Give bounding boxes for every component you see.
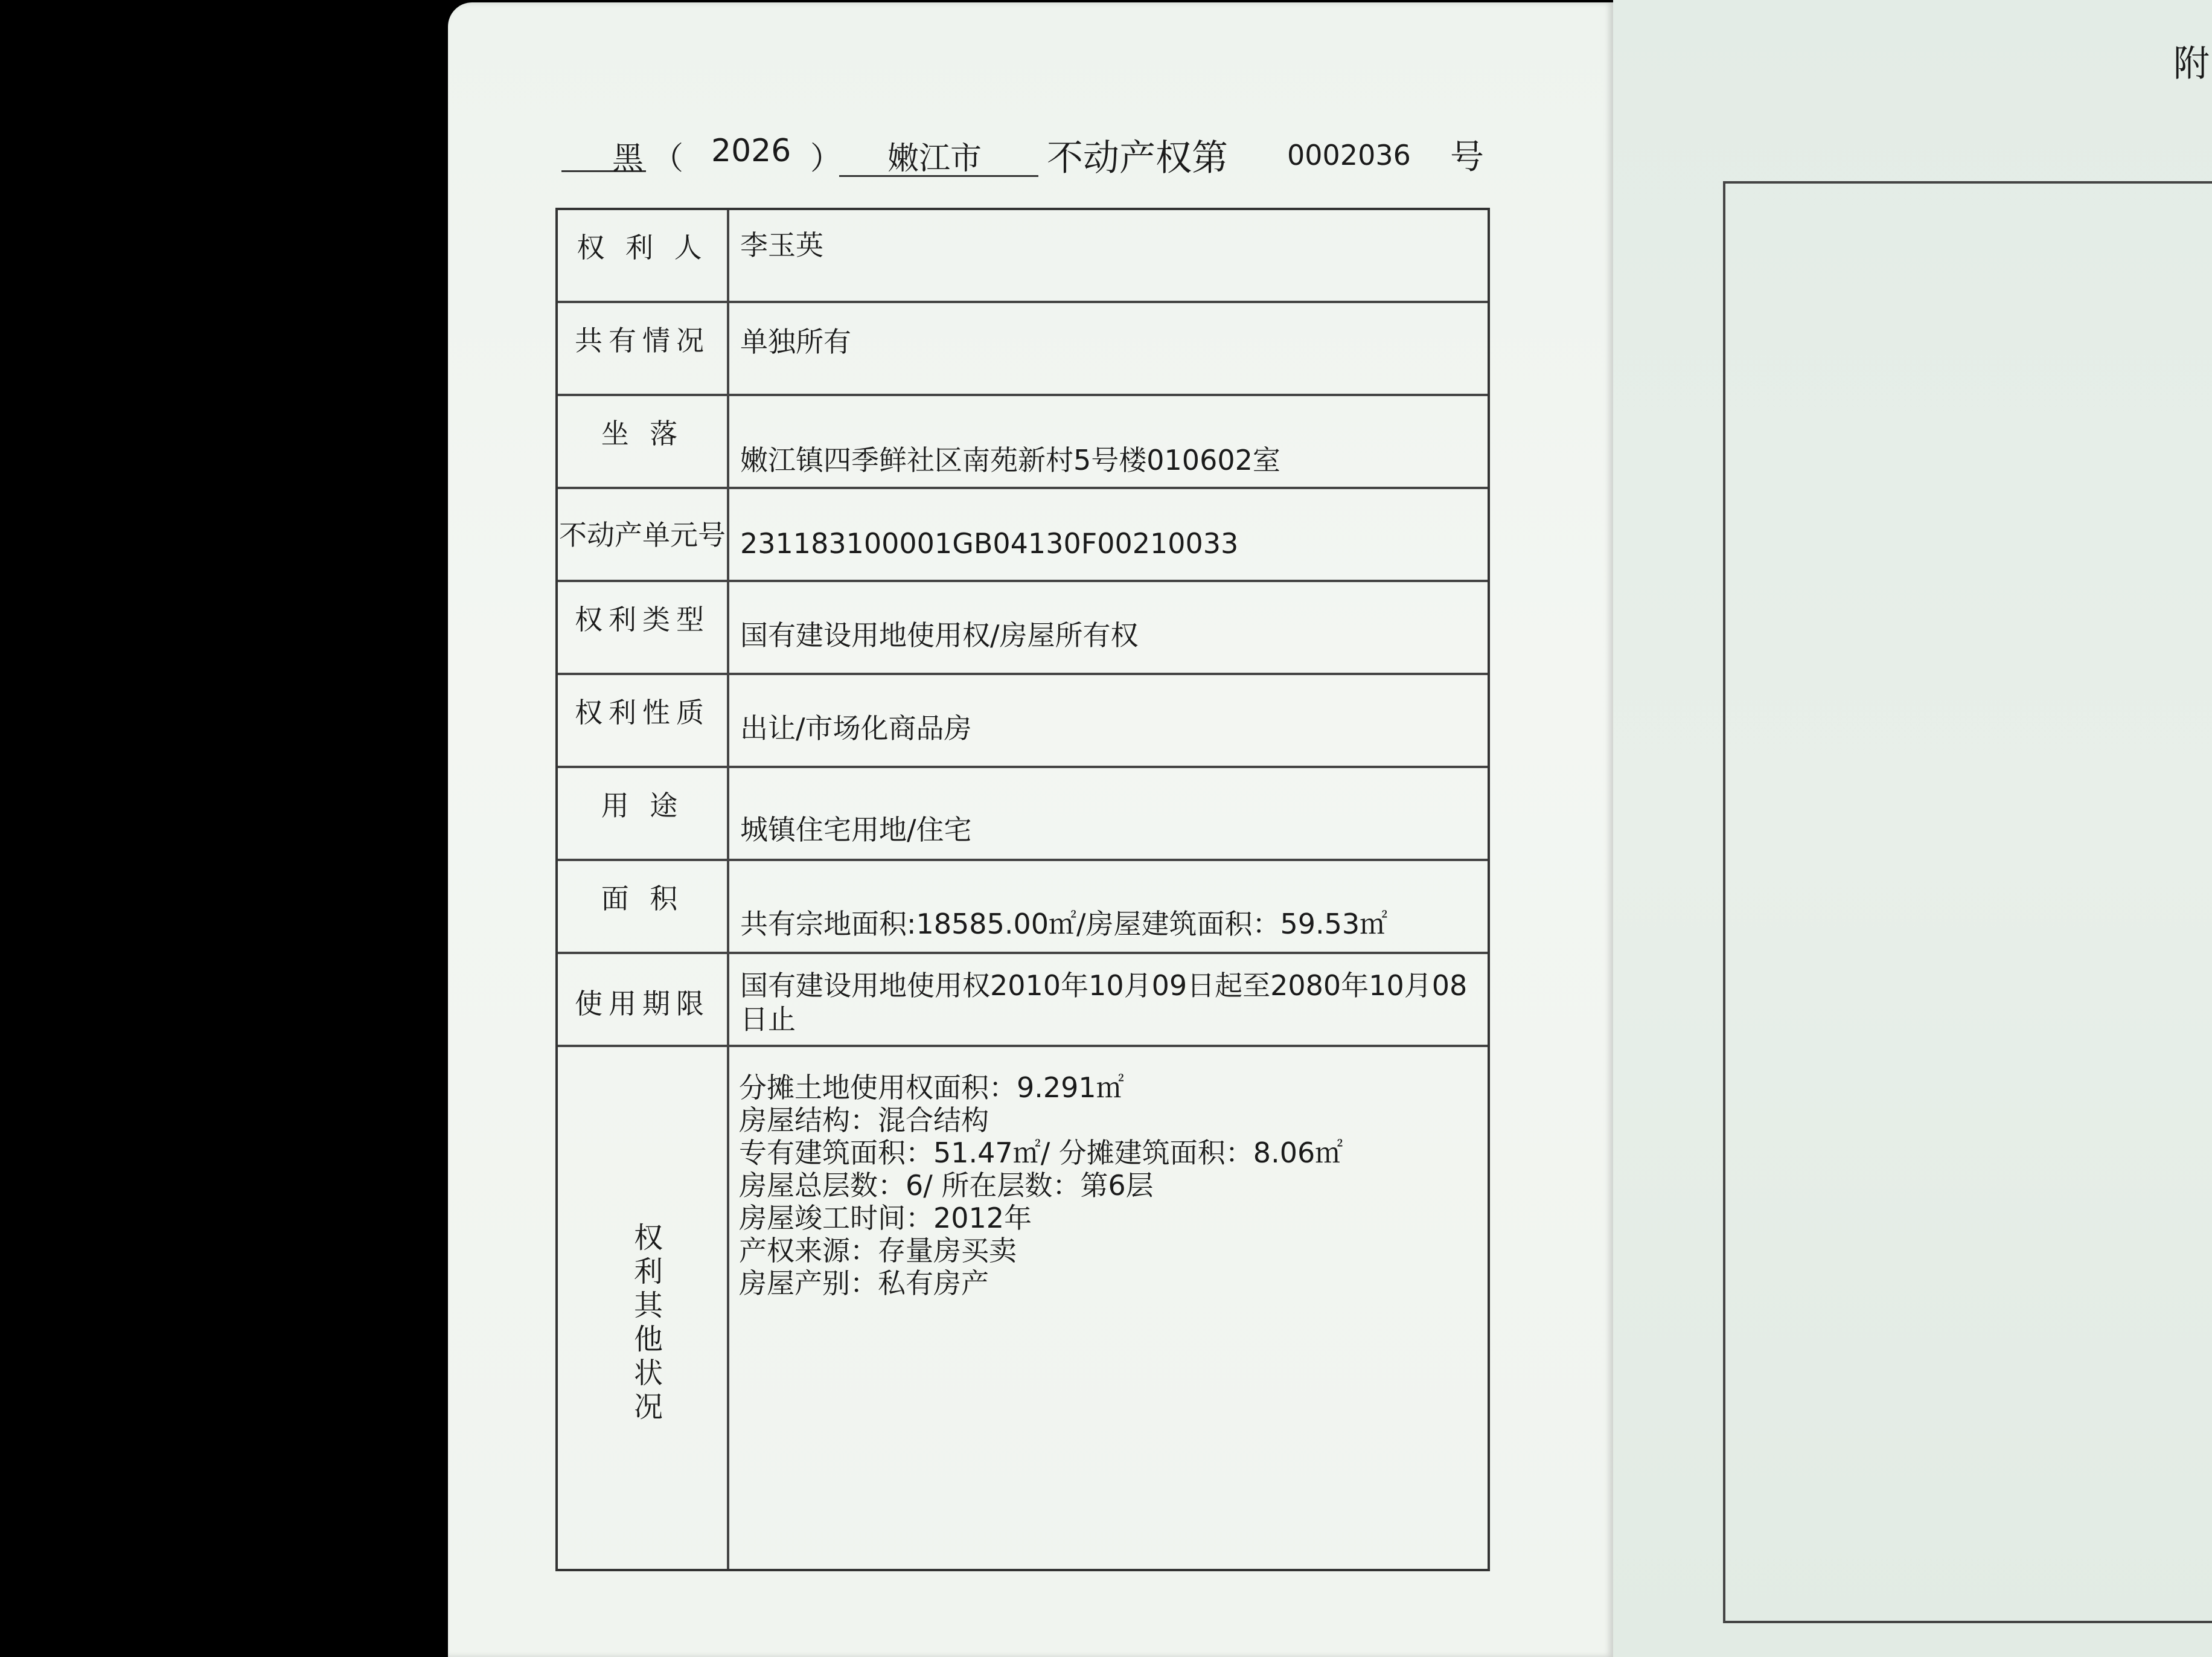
value-area: 共有宗地面积:18585.00㎡/房屋建筑面积：59.53㎡: [740, 908, 1388, 940]
header-year: 2026: [711, 133, 791, 169]
other-details: [739, 1071, 1343, 1300]
other-line: 房屋总层数：6/ 所在层数：第6层: [739, 1169, 1154, 1202]
certificate-table: [555, 208, 1490, 1571]
label-right-nature: 权利性质: [575, 696, 710, 729]
header-province: 黑: [612, 141, 644, 177]
row-location: [558, 396, 1488, 489]
row-area: [558, 861, 1488, 954]
value-owner: 李玉英: [740, 229, 823, 261]
value-ownership: 单独所有: [740, 325, 851, 358]
label-owner: 权 利 人: [577, 231, 708, 264]
header-close-paren: ）: [810, 141, 842, 177]
value-unit-number: 231183100001GB04130F00210033: [740, 527, 1239, 560]
other-line: 房屋结构：混合结构: [739, 1104, 989, 1136]
label-right-type: 权利类型: [575, 603, 710, 636]
other-line: 分摊土地使用权面积：9.291㎡: [739, 1071, 1124, 1104]
header-number: 0002036: [1287, 139, 1411, 171]
header-suffix: 号: [1450, 138, 1484, 177]
header-open-paren: （: [652, 141, 684, 177]
row-right-type: [558, 582, 1488, 675]
header-city: 嫩江市: [887, 141, 982, 177]
value-term: 国有建设用地使用权2010年10月09日起至2080年10月08日止: [740, 969, 1468, 1036]
row-term: [558, 954, 1488, 1047]
other-line: 专有建筑面积：51.47㎡/ 分摊建筑面积：8.06㎡: [739, 1136, 1343, 1169]
right-page-frame: [1723, 181, 2212, 1623]
certificate-header: [557, 115, 1498, 193]
row-ownership: [558, 303, 1488, 396]
label-location: 坐 落: [601, 417, 684, 450]
right-page-corner-text: 附: [2173, 43, 2210, 85]
row-other: [558, 1047, 1488, 1569]
value-usage: 城镇住宅用地/住宅: [740, 813, 972, 846]
label-unit-number: 不动产单元号: [559, 519, 726, 551]
label-area: 面 积: [601, 882, 684, 915]
header-title: 不动产权第: [1047, 137, 1228, 179]
label-other: 权 利 其 他 状 况: [633, 1221, 663, 1424]
row-usage: [558, 768, 1488, 861]
row-right-nature: [558, 675, 1488, 768]
value-right-type: 国有建设用地使用权/房屋所有权: [740, 619, 1139, 652]
label-usage: 用 途: [601, 789, 684, 822]
value-location: 嫩江镇四季鲜社区南苑新村5号楼010602室: [740, 444, 1280, 476]
row-owner: [558, 210, 1488, 303]
other-line: 房屋竣工时间：2012年: [739, 1202, 1032, 1234]
label-term: 使用期限: [575, 987, 710, 1020]
row-unit-number: [558, 489, 1488, 582]
label-ownership: 共有情况: [575, 324, 710, 357]
other-line: 产权来源：存量房买卖: [739, 1234, 1017, 1267]
other-line: 房屋产别：私有房产: [739, 1267, 989, 1300]
value-right-nature: 出让/市场化商品房: [740, 712, 972, 745]
